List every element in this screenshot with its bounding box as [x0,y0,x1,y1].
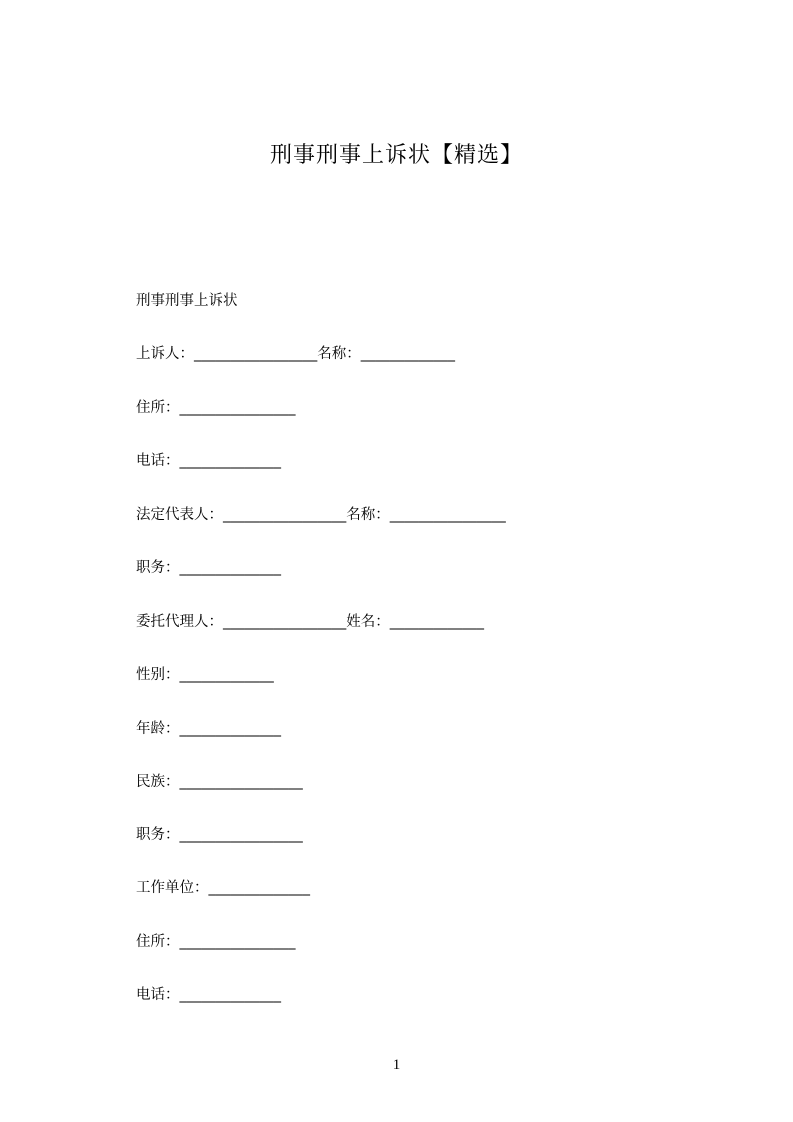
field-phone-2: 电话：______________ [136,987,281,1003]
field-age: 年龄：______________ [136,721,281,737]
field-employer: 工作单位：______________ [136,880,310,896]
document-title: 刑事刑事上诉状【精选】 [269,143,523,168]
field-ethnicity: 民族：_________________ [136,774,303,790]
field-phone: 电话：______________ [136,453,281,469]
page-number: 1 [392,1057,401,1073]
field-position: 职务：______________ [136,560,281,576]
field-position-2: 职务：_________________ [136,827,303,843]
field-appellant: 上诉人：_________________名称：_____________ [136,346,455,362]
field-address: 住所：________________ [136,400,296,416]
document-subtitle: 刑事刑事上诉状 [136,293,238,309]
field-address-2: 住所：________________ [136,934,296,950]
field-agent: 委托代理人：_________________姓名：_____________ [136,614,484,630]
field-legal-representative: 法定代表人：_________________名称：________________ [136,507,506,523]
field-gender: 性别：_____________ [136,667,274,683]
